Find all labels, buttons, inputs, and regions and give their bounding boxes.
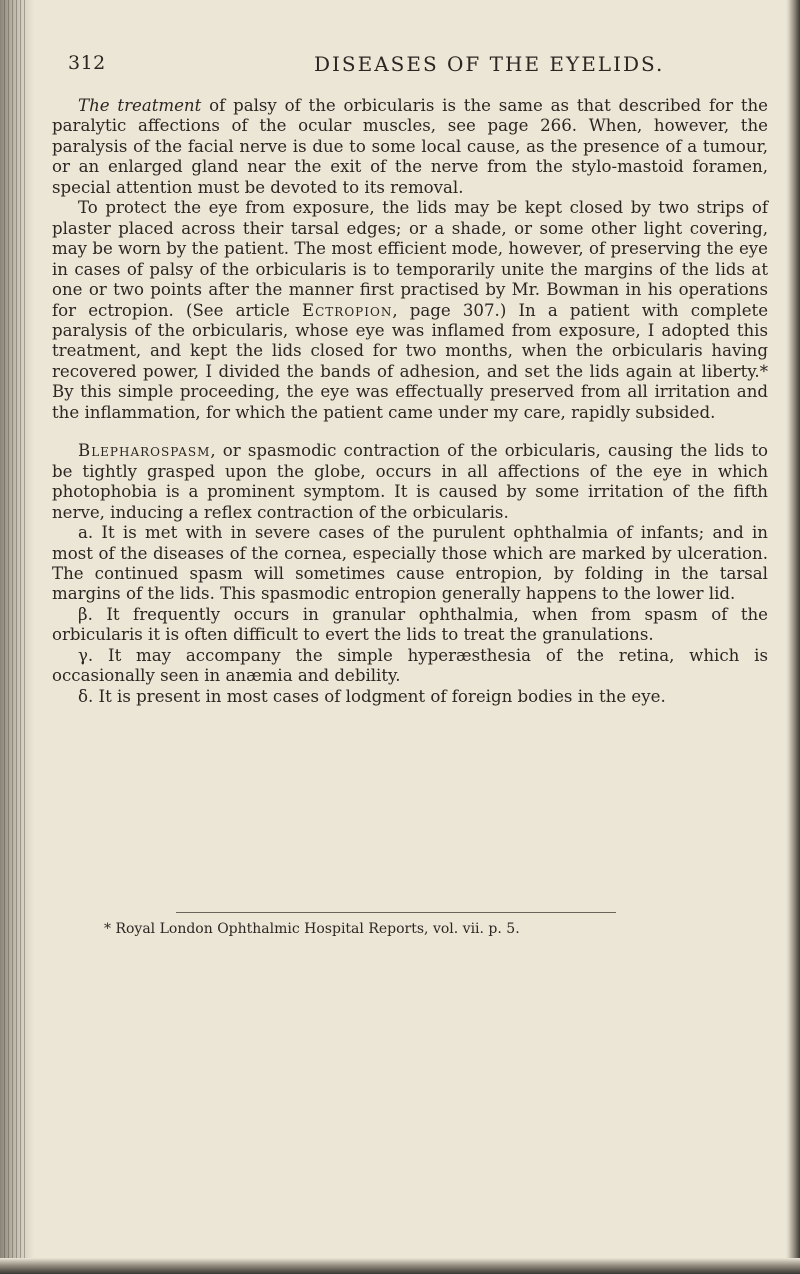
page-header (68, 52, 768, 78)
protection-text-a: To protect the eye from exposure, the lids may be kept closed by two strips of plaster placed across their tarsal edges; or a shade, or some other light covering, may be worn by the patient. The most efficient mode, however, of preserving the eye in cases of palsy of the orbicularis is to temporarily unite the margins of the lids at one or two points after the manner first practised by Mr. Bowman in his operations for ectropion. (See article (52, 198, 768, 320)
paragraph-protection (52, 198, 768, 423)
paragraph-alpha: a. It is met with in severe cases of the purulent ophthalmia of infants; and in most of the diseases of the cornea, especially those which are marked by ulceration. The continued spasm will sometimes cause entropion, by folding in the tarsal margins of the lids. This spasmodic entropion generally happens to the lower lid. (52, 523, 768, 604)
ectropion-reference: Ectropion (302, 300, 393, 320)
paragraph-blepharospasm (52, 441, 768, 523)
page-bottom-edge (0, 1258, 800, 1274)
blepharospasm-text: , or spasmodic contraction of the orbicularis, causing the lids to be tightly grasped upon the globe, occurs in all affections of the eye in which photophobia is a prominent symptom. It is caused by some irritation of the fifth nerve, inducing a reflex contraction of the orbicularis. (52, 441, 768, 522)
page-edge-stripes (4, 0, 26, 1274)
page-edge-shadow (786, 0, 800, 1274)
treatment-text: of palsy of the orbicularis is the same as that described for the paralytic affections of the ocular muscles, see page 266. When, however, the paralysis of the facial nerve is due to some local cause, as the presence of a tumour, or an enlarged gland near the exit of the nerve from the stylo-mastoid foramen, special attention must be devoted to its removal. (52, 96, 768, 197)
blepharospasm-term: Blepharospasm (78, 441, 211, 461)
protection-text-b: , page 307.) In a patient with complete paralysis of the orbicularis, whose eye was inflamed from exposure, I adopted this treatment, and kept the lids closed for two months, when the orbicularis having recovered power, I divided the bands of adhesion, and set the lids again at liberty.* By this simple proceeding, the eye was effectually preserved from all irritation and the inflammation, for which the patient came under my care, rapidly subsided. (52, 300, 769, 422)
treatment-lead: The treatment (78, 96, 202, 115)
paragraph-gamma: γ. It may accompany the simple hyperæsthesia of the retina, which is occasionally seen in anæmia and debility. (52, 645, 768, 686)
paragraph-beta: β. It frequently occurs in granular ophthalmia, when from spasm of the orbicularis it is often difficult to evert the lids to treat the granulations. (52, 604, 768, 645)
footnote-divider (176, 912, 616, 913)
page-body (52, 96, 768, 707)
page-number: 312 (68, 52, 106, 74)
running-title: DISEASES OF THE EYELIDS. (314, 52, 665, 76)
paragraph-delta: δ. It is present in most cases of lodgment of foreign bodies in the eye. (78, 686, 666, 706)
footnote: * Royal London Ophthalmic Hospital Reports, vol. vii. p. 5. (104, 921, 520, 937)
paragraph-treatment (52, 96, 768, 198)
